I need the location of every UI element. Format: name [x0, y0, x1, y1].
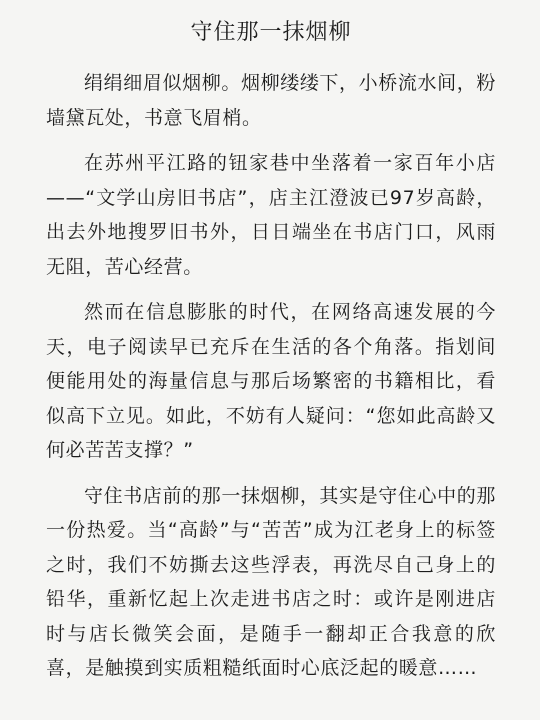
article-paragraph-3: 然而在信息膨胀的时代，在网络高速发展的今天，电子阅读早已充斥在生活的各个角落。指划间便能用处的海量信息与那后场繁密的书籍相比，看似高下立见。如此，不妨有人疑问：“您如此高龄又何必苦苦支撑？”	[46, 301, 496, 461]
article-paragraph-1: 绢绢细眉似烟柳。烟柳缕缕下，小桥流水间，粉墙黛瓦处，书意飞眉梢。	[46, 72, 496, 129]
article-paragraph-4: 守住书店前的那一抹烟柳，其实是守住心中的那一份热爱。当“高龄”与“苦苦”成为江老身上的标签之时，我们不妨撕去这些浮表，再洗尽自己身上的铅华，重新忆起上次走进书店之时：或许是刚进店时与店长微笑会面，是随手一翻却正合我意的欣喜，是触摸到实质粗糙纸面时心底泛起的暖意……	[46, 484, 496, 679]
article-paragraph-2: 在苏州平江路的钮家巷中坐落着一家百年小店——“文学山房旧书店”，店主江澄波已97岁高龄，出去外地搜罗旧书外，日日端坐在书店门口，风雨无阻，苦心经营。	[46, 152, 496, 278]
article-title: 守住那一抹烟柳	[190, 20, 352, 45]
